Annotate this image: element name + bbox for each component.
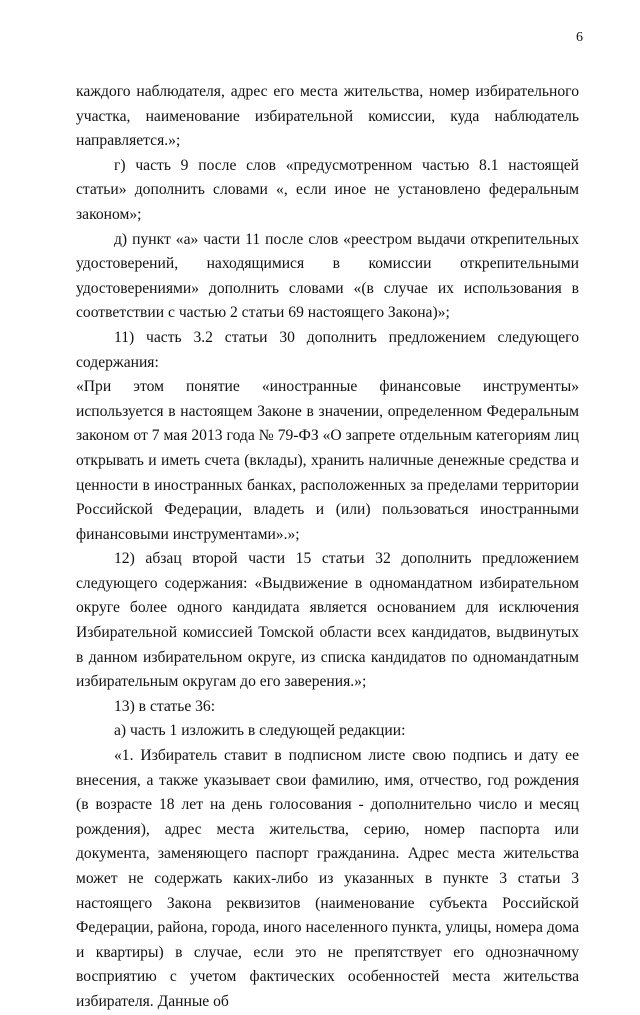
paragraph-3: д) пункт «а» части 11 после слов «реестром выдачи открепительных удостоверений, находящимися в комиссии открепительными удостоверениями» дополнить словами «(в случае их использования в соответствии с частью 2 статьи 69 настоящего Закона)»; — [76, 230, 579, 322]
document-body — [76, 80, 579, 1015]
paragraph-6: 12) абзац второй части 15 статьи 32 дополнить предложением следующего содержания: «Выдвижение в одномандатном избирательном округе более одного кандидата является основанием для исключения Избирательной комиссией Томской области всех кандидатов, выдвинутых в данном избирательном округе, из списка кандидатов по одномандатным избирательным округам до его заверения.»; — [76, 550, 579, 691]
paragraph-8: а) часть 1 изложить в следующей редакции: — [114, 722, 406, 740]
paragraph-7: 13) в статье 36: — [114, 697, 216, 715]
paragraph-2: г) часть 9 после слов «предусмотренном частью 8.1 настоящей статьи» дополнить словами «, если иное не установлено федеральным законом»; — [76, 156, 579, 223]
paragraph-4: 11) часть 3.2 статьи 30 дополнить предложением следующего содержания: — [76, 328, 579, 371]
page-number: 6 — [576, 30, 583, 45]
paragraph-5: «При этом понятие «иностранные финансовые инструменты» используется в настоящем Законе в значении, определенном Федеральным законом от 7 мая 2013 года № 79-ФЗ «О запрете отдельным категориям лиц открывать и иметь счета (вклады), хранить наличные денежные средства и ценности в иностранных банках, расположенных за пределами территории Российской Федерации, владеть и (или) пользоваться иностранными финансовыми инструментами».»; — [76, 378, 579, 543]
paragraph-9: «1. Избиратель ставит в подписном листе свою подпись и дату ее внесения, а также указывает свои фамилию, имя, отчество, год рождения (в возрасте 18 лет на день голосования - дополнительно число и месяц рождения), адрес места жительства, серию, номер паспорта или документа, заменяющего паспорт гражданина. Адрес места жительства может не содержать каких-либо из указанных в пункте 3 статьи 3 настоящего Закона реквизитов (наименование субъекта Российской Федерации, района, города, иного населенного пункта, улицы, номера дома и квартиры) в случае, если это не препятствует его однозначному восприятию с учетом фактических особенностей места жительства избирателя. Данные об — [76, 747, 579, 1010]
paragraph-1: каждого наблюдателя, адрес его места жительства, номер избирательного участка, наименование избирательной комиссии, куда наблюдатель направляется.»; — [76, 83, 579, 150]
